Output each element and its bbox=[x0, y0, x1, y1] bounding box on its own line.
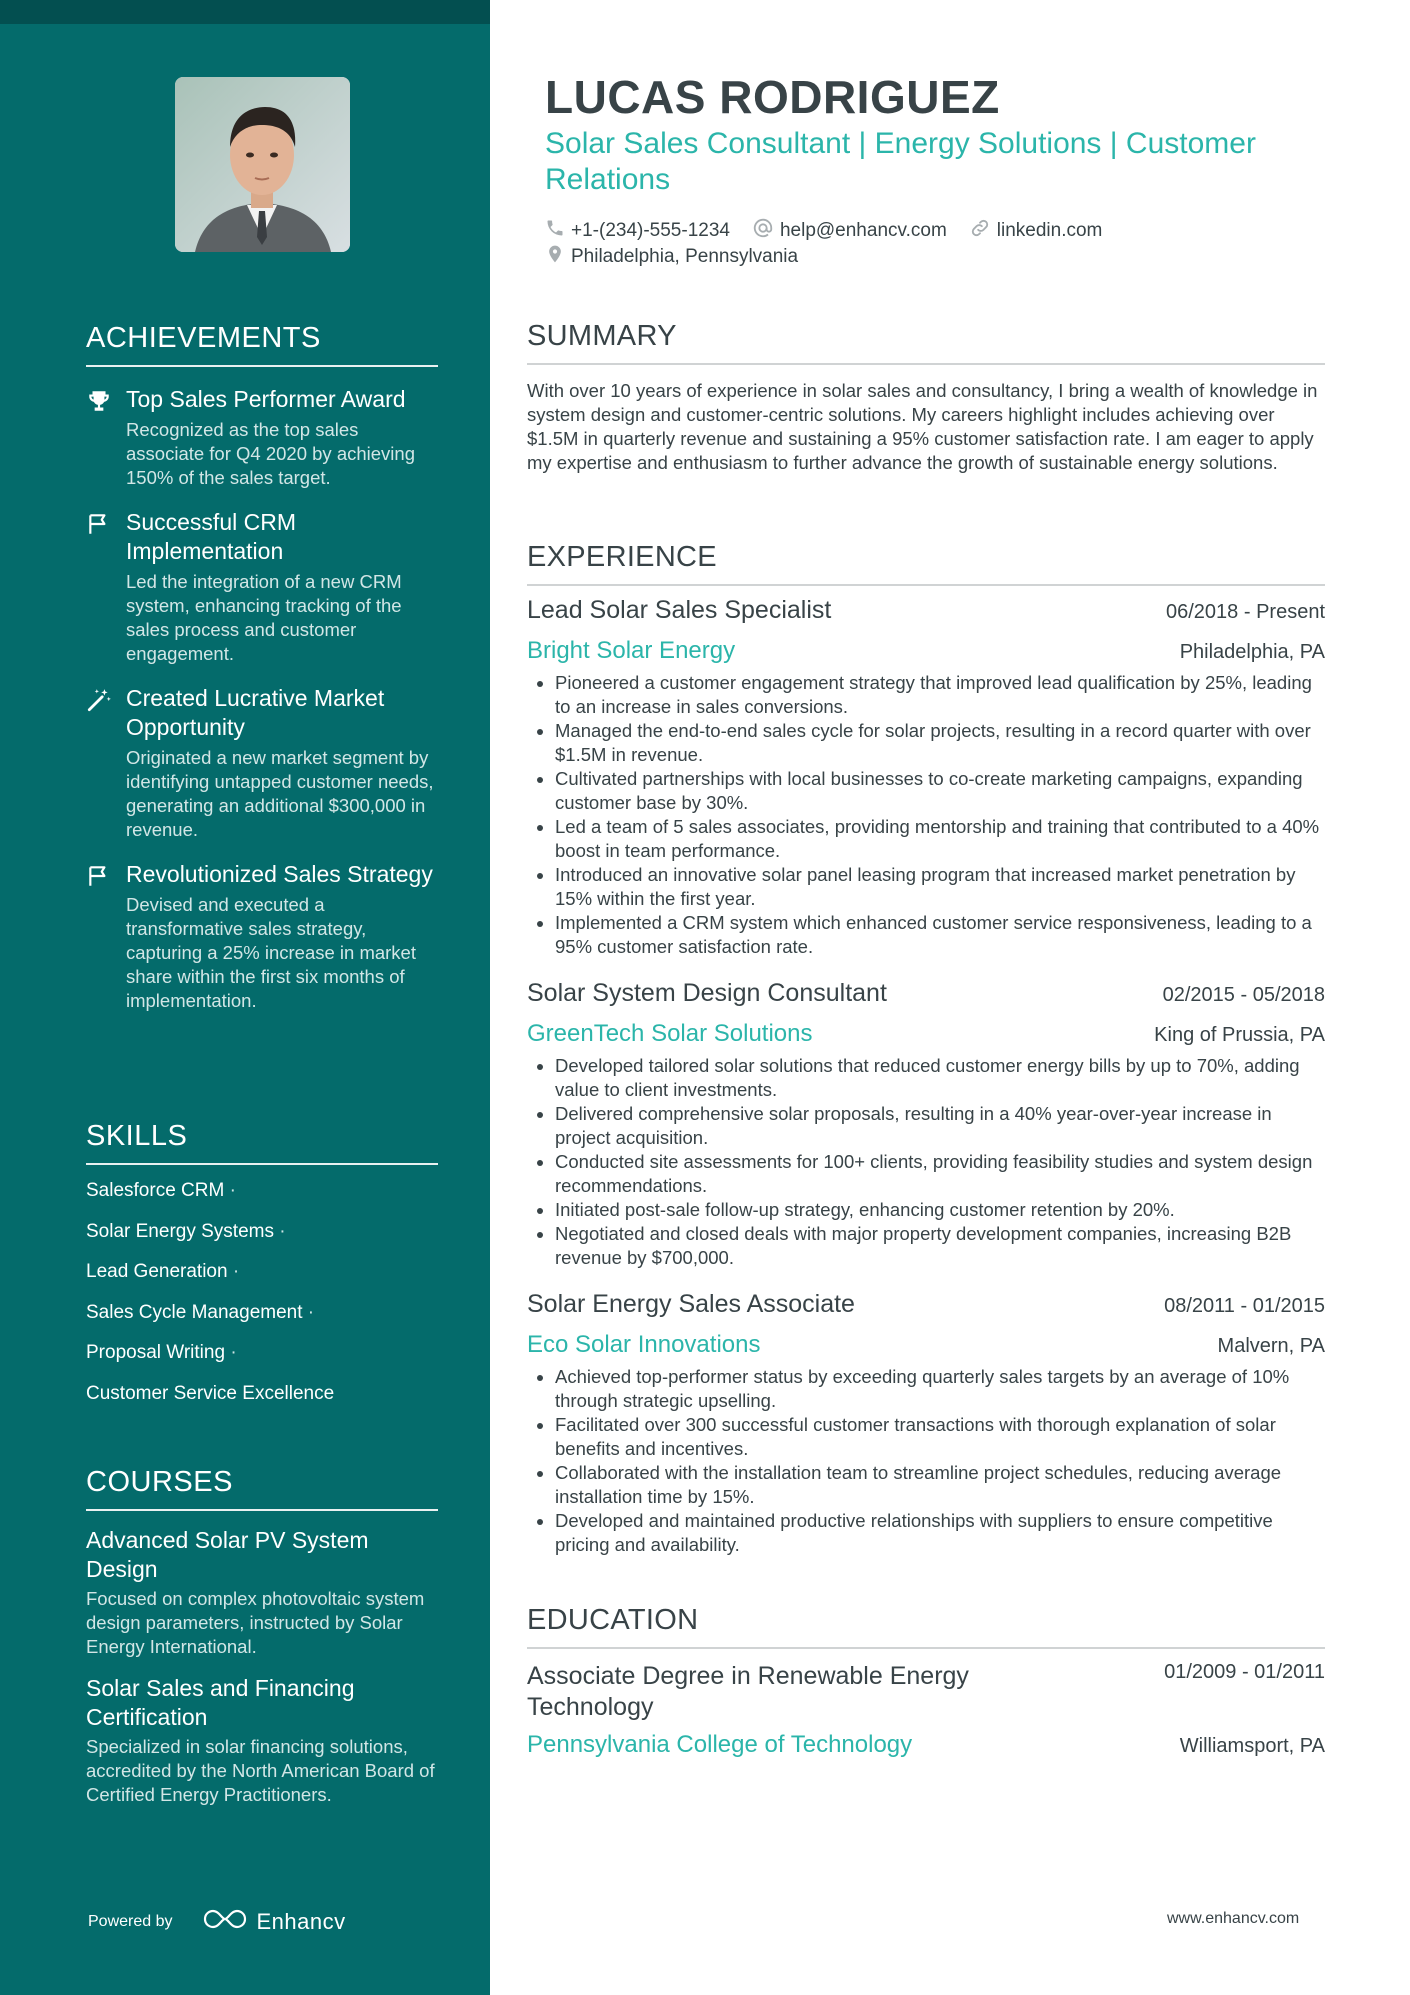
skill-item: Proposal Writing · bbox=[86, 1342, 237, 1363]
skills-list bbox=[86, 1177, 438, 1420]
sidebar-top-bar bbox=[0, 0, 490, 24]
job-dates: 02/2015 - 05/2018 bbox=[1162, 984, 1325, 1006]
education-heading: EDUCATION bbox=[527, 1604, 1325, 1649]
achievement-description: Devised and executed a transformative sales strategy, capturing a 25% increase in market share within the first six months of implementation. bbox=[126, 894, 416, 1011]
courses-heading: COURSES bbox=[86, 1466, 438, 1511]
bullet-item: • Conducted site assessments for 100+ clients, providing feasibility studies and system design recommendations. bbox=[555, 1150, 1325, 1198]
bullet-item: • Pioneered a customer engagement strategy that improved lead qualification by 25%, leading to an increase in sales conversions. bbox=[555, 671, 1325, 719]
achievement-title: Successful CRM Implementation bbox=[126, 509, 296, 564]
achievement-title: Top Sales Performer Award bbox=[126, 386, 406, 412]
bullet-item: • Facilitated over 300 successful customer transactions with thorough explanation of solar benefits and incentives. bbox=[555, 1413, 1325, 1461]
at-icon bbox=[752, 217, 780, 245]
bullet-item: • Managed the end-to-end sales cycle for solar projects, resulting in a record quarter with over $1.5M in revenue. bbox=[555, 719, 1325, 767]
company-name: Eco Solar Innovations bbox=[527, 1331, 761, 1358]
summary-section bbox=[527, 320, 1325, 475]
linkedin-text[interactable]: linkedin.com bbox=[996, 220, 1103, 241]
course-description: Focused on complex photovoltaic system design parameters, instructed by Solar Energy International. bbox=[86, 1588, 425, 1657]
achievement-item bbox=[86, 508, 438, 666]
location-contact bbox=[545, 243, 798, 271]
course-description: Specialized in solar financing solutions, accredited by the North American Board of Certified Energy Practitioners. bbox=[86, 1736, 435, 1805]
bullet-item: • Achieved top-performer status by exceeding quarterly sales targets by an average of 10% through strategic upselling. bbox=[555, 1365, 1325, 1413]
trophy-icon bbox=[86, 388, 114, 416]
skills-heading: SKILLS bbox=[86, 1120, 438, 1165]
job-title: Solar Energy Sales Associate bbox=[527, 1290, 855, 1318]
experience-heading: EXPERIENCE bbox=[527, 541, 1325, 586]
job-title: Lead Solar Sales Specialist bbox=[527, 596, 832, 624]
email-contact[interactable] bbox=[752, 217, 947, 245]
job-dates: 06/2018 - Present bbox=[1166, 601, 1325, 623]
achievements-section bbox=[86, 322, 438, 1013]
phone-text: +1-(234)-555-1234 bbox=[571, 220, 730, 241]
powered-by-label: Powered by bbox=[88, 1912, 173, 1930]
candidate-subtitle: Solar Sales Consultant | Energy Solutions | Customer Relations bbox=[545, 127, 1256, 196]
job-bullets bbox=[527, 671, 1325, 959]
bullet-item: • Introduced an innovative solar panel leasing program that increased market penetration by 15% within the first year. bbox=[555, 863, 1325, 911]
sidebar bbox=[0, 0, 490, 1995]
course-title: Solar Sales and Financing Certification bbox=[86, 1675, 355, 1730]
degree-title: Associate Degree in Renewable Energy Technology bbox=[527, 1662, 969, 1721]
candidate-name: LUCAS RODRIGUEZ bbox=[545, 71, 1000, 123]
powered-by bbox=[88, 1906, 346, 1937]
bullet-item: • Collaborated with the installation team to streamline project schedules, reducing average installation time by 15%. bbox=[555, 1461, 1325, 1509]
job-dates: 08/2011 - 01/2015 bbox=[1164, 1295, 1325, 1317]
enhancv-brand: Enhancv bbox=[256, 1908, 346, 1934]
profile-photo bbox=[175, 77, 350, 252]
courses-section bbox=[86, 1466, 438, 1807]
flag-icon bbox=[86, 863, 114, 891]
flag-icon bbox=[86, 511, 114, 539]
bullet-item: • Cultivated partnerships with local businesses to co-create marketing campaigns, expanding customer base by 30%. bbox=[555, 767, 1325, 815]
summary-text: With over 10 years of experience in solar sales and consultancy, I bring a wealth of knowledge in system design and customer-centric solutions. My careers highlight includes achieving over $1.5M in quarterly revenue and sustaining a 95% customer satisfaction rate. I am eager to apply my expertise and enthusiasm to further advance the growth of sustainable energy solutions. bbox=[527, 380, 1318, 473]
skill-item: Customer Service Excellence bbox=[86, 1382, 335, 1404]
location-row bbox=[545, 243, 820, 271]
education-dates: 01/2009 - 01/2011 bbox=[1164, 1661, 1325, 1683]
bullet-item: • Delivered comprehensive solar proposals, resulting in a 40% year-over-year increase in project acquisition. bbox=[555, 1102, 1325, 1150]
skills-section bbox=[86, 1120, 438, 1420]
achievement-item bbox=[86, 860, 438, 1013]
education-section bbox=[527, 1604, 1325, 1759]
achievement-description: Led the integration of a new CRM system, enhancing tracking of the sales process and customer engagement. bbox=[126, 571, 402, 664]
bullet-item: • Developed and maintained productive relationships with suppliers to ensure competitive pricing and availability. bbox=[555, 1509, 1325, 1557]
company-name: Bright Solar Energy bbox=[527, 637, 736, 664]
enhancv-logo-icon bbox=[201, 1906, 249, 1937]
bullet-item: • Initiated post-sale follow-up strategy, enhancing customer retention by 20%. bbox=[555, 1198, 1325, 1222]
location-text: Philadelphia, Pennsylvania bbox=[571, 246, 799, 267]
footer-url[interactable]: www.enhancv.com bbox=[1167, 1910, 1300, 1927]
skill-item: Solar Energy Systems · bbox=[86, 1220, 286, 1242]
link-icon bbox=[969, 217, 997, 245]
bullet-item: • Negotiated and closed deals with major property development companies, increasing B2B revenue by $700,000. bbox=[555, 1222, 1325, 1270]
achievements-heading: ACHIEVEMENTS bbox=[86, 322, 438, 367]
achievement-description: Originated a new market segment by identifying untapped customer needs, generating an additional $300,000 in revenue. bbox=[126, 747, 434, 840]
job-entry bbox=[527, 596, 1325, 959]
job-location: Philadelphia, PA bbox=[1179, 641, 1325, 663]
job-location: Malvern, PA bbox=[1217, 1335, 1325, 1357]
skill-item: Sales Cycle Management · bbox=[86, 1301, 315, 1323]
phone-icon bbox=[545, 218, 571, 244]
achievement-item bbox=[86, 684, 438, 842]
achievement-item bbox=[86, 385, 438, 490]
course-item bbox=[86, 1674, 438, 1807]
experience-section bbox=[527, 541, 1325, 1557]
company-name: GreenTech Solar Solutions bbox=[527, 1020, 813, 1047]
achievement-description: Recognized as the top sales associate for Q4 2020 by achieving 150% of the sales target. bbox=[126, 419, 415, 488]
bullet-item: • Developed tailored solar solutions that reduced customer energy bills by up to 70%, adding value to client investments. bbox=[555, 1054, 1325, 1102]
job-location: King of Prussia, PA bbox=[1154, 1024, 1325, 1046]
job-entry bbox=[527, 1290, 1325, 1557]
job-bullets bbox=[527, 1054, 1325, 1270]
bullet-item: • Led a team of 5 sales associates, providing mentorship and training that contributed to a 40% boost in team performance. bbox=[555, 815, 1325, 863]
education-entry bbox=[527, 1661, 1325, 1759]
email-text[interactable]: help@enhancv.com bbox=[779, 220, 947, 241]
education-location: Williamsport, PA bbox=[1179, 1735, 1325, 1757]
job-title: Solar System Design Consultant bbox=[527, 979, 887, 1007]
course-item bbox=[86, 1526, 438, 1659]
magic-wand-icon bbox=[86, 687, 114, 715]
job-entry bbox=[527, 979, 1325, 1270]
skill-item: Salesforce CRM · bbox=[86, 1180, 236, 1201]
contact-row bbox=[545, 217, 1124, 245]
school-name: Pennsylvania College of Technology bbox=[527, 1731, 913, 1758]
job-bullets bbox=[527, 1365, 1325, 1557]
achievement-title: Revolutionized Sales Strategy bbox=[126, 861, 433, 887]
bullet-item: • Implemented a CRM system which enhanced customer service responsiveness, leading to a 95% customer satisfaction rate. bbox=[555, 911, 1325, 959]
phone-contact bbox=[545, 218, 730, 244]
skill-item: Lead Generation · bbox=[86, 1261, 240, 1282]
location-pin-icon bbox=[545, 243, 571, 271]
linkedin-contact[interactable] bbox=[969, 217, 1103, 245]
summary-heading: SUMMARY bbox=[527, 320, 1325, 365]
course-title: Advanced Solar PV System Design bbox=[86, 1527, 369, 1582]
achievement-title: Created Lucrative Market Opportunity bbox=[126, 685, 385, 740]
